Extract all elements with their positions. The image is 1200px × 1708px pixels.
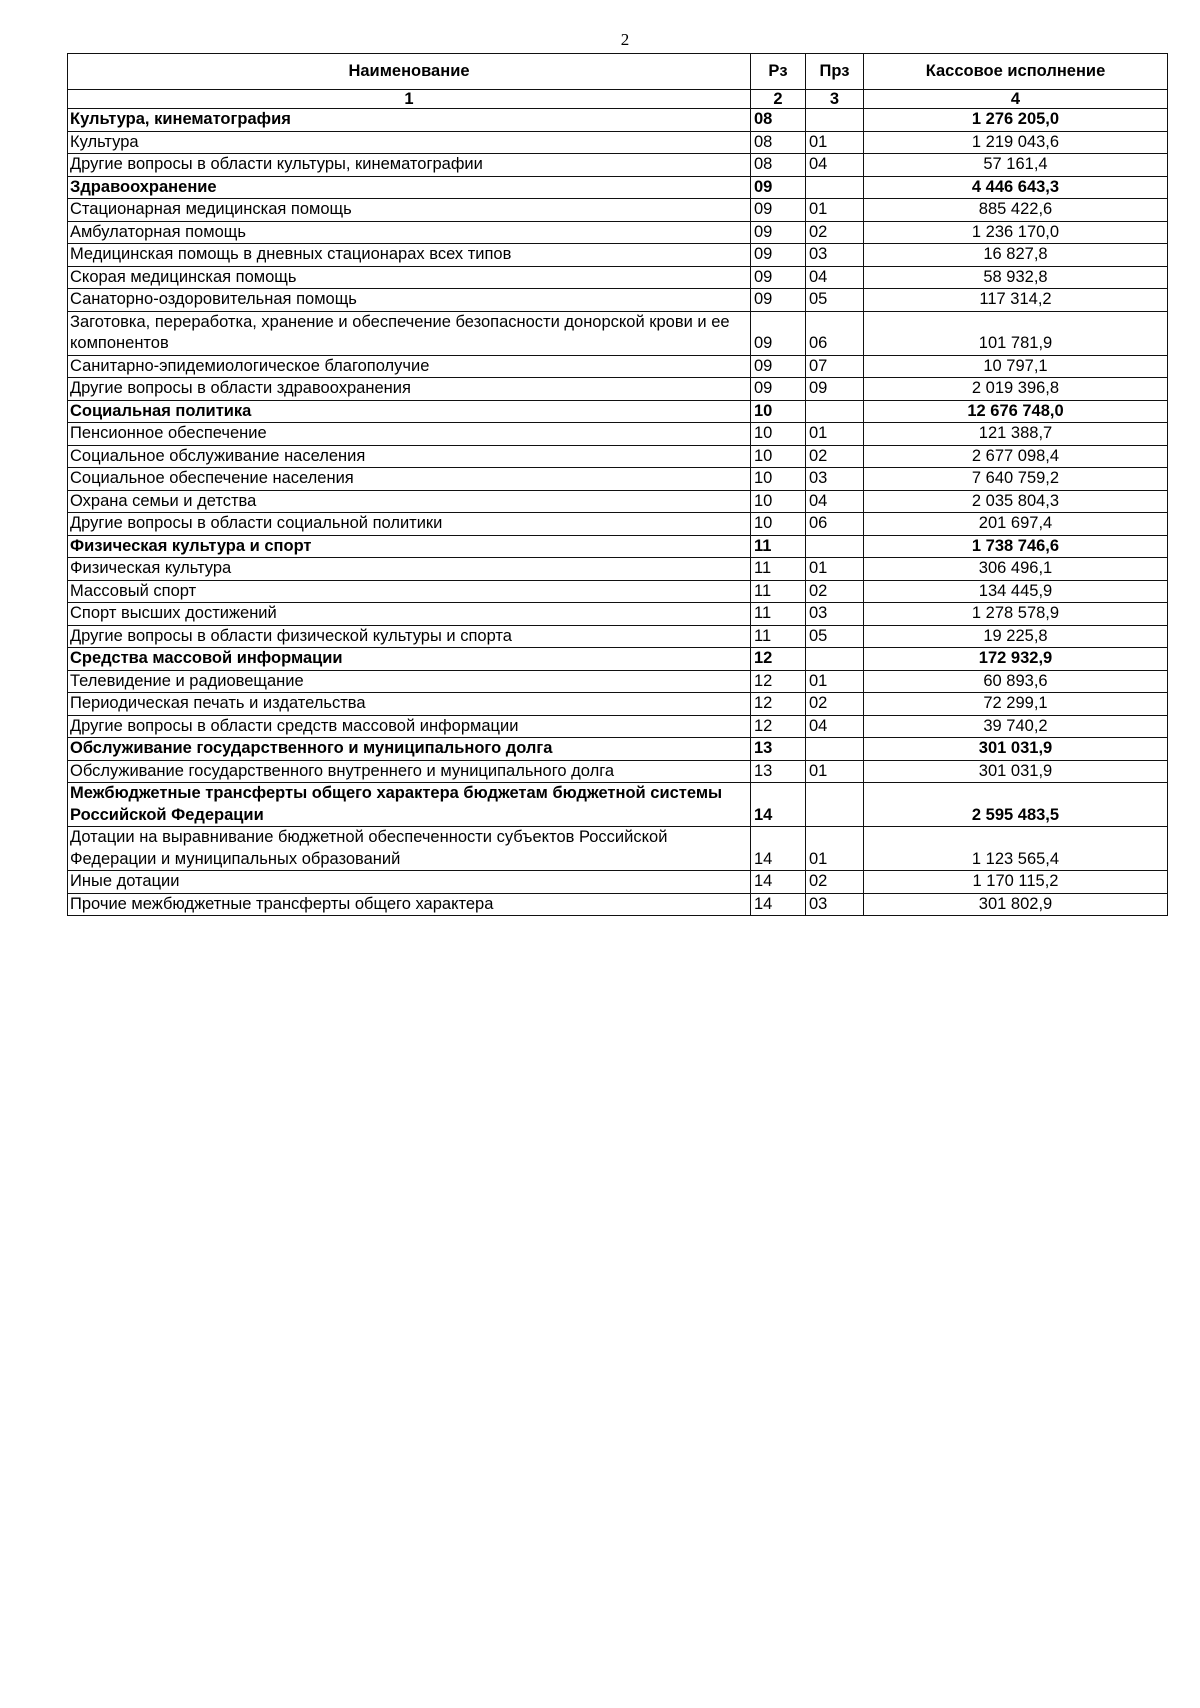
header-amount: Кассовое исполнение	[864, 54, 1168, 90]
row-amount-cell: 1 170 115,2	[864, 871, 1168, 894]
row-rz-cell: 13	[751, 760, 806, 783]
row-amount-cell: 121 388,7	[864, 423, 1168, 446]
row-amount-cell: 4 446 643,3	[864, 176, 1168, 199]
section-row	[68, 738, 1168, 761]
row-rz-cell: 09	[751, 244, 806, 267]
row-amount-cell: 1 276 205,0	[864, 109, 1168, 132]
row-rz-cell: 09	[751, 221, 806, 244]
row-prz-cell: 03	[806, 468, 864, 491]
row-prz-cell	[806, 738, 864, 761]
header-rz: Рз	[751, 54, 806, 90]
budget-execution-table	[67, 53, 1168, 916]
row-amount-cell: 1 219 043,6	[864, 131, 1168, 154]
row-amount-cell: 301 031,9	[864, 738, 1168, 761]
table-row	[68, 827, 1168, 871]
row-name-cell: Санитарно-эпидемиологическое благополучие	[68, 355, 751, 378]
row-rz-cell: 09	[751, 289, 806, 312]
row-rz-cell: 12	[751, 715, 806, 738]
row-amount-cell: 1 738 746,6	[864, 535, 1168, 558]
row-prz-cell: 07	[806, 355, 864, 378]
row-name-cell: Массовый спорт	[68, 580, 751, 603]
row-amount-cell: 2 595 483,5	[864, 783, 1168, 827]
row-rz-cell: 10	[751, 423, 806, 446]
row-prz-cell: 01	[806, 558, 864, 581]
section-row	[68, 176, 1168, 199]
row-amount-cell: 172 932,9	[864, 648, 1168, 671]
row-prz-cell	[806, 783, 864, 827]
row-prz-cell: 01	[806, 199, 864, 222]
row-name-cell: Дотации на выравнивание бюджетной обеспеченности субъектов Российской Федерации и муниципальных образований	[68, 827, 751, 871]
row-amount-cell: 7 640 759,2	[864, 468, 1168, 491]
row-amount-cell: 101 781,9	[864, 311, 1168, 355]
row-name-cell: Другие вопросы в области социальной политики	[68, 513, 751, 536]
row-amount-cell: 57 161,4	[864, 154, 1168, 177]
row-name-cell: Межбюджетные трансферты общего характера бюджетам бюджетной системы Российской Федерации	[68, 783, 751, 827]
row-amount-cell: 39 740,2	[864, 715, 1168, 738]
row-name-cell: Охрана семьи и детства	[68, 490, 751, 513]
row-rz-cell: 12	[751, 670, 806, 693]
row-name-cell: Другие вопросы в области физической культуры и спорта	[68, 625, 751, 648]
row-rz-cell: 09	[751, 176, 806, 199]
section-row	[68, 783, 1168, 827]
row-name-cell: Культура	[68, 131, 751, 154]
table-row	[68, 760, 1168, 783]
header-row	[68, 54, 1168, 90]
row-rz-cell: 10	[751, 400, 806, 423]
row-prz-cell: 02	[806, 693, 864, 716]
row-rz-cell: 14	[751, 783, 806, 827]
row-prz-cell: 01	[806, 670, 864, 693]
table-row	[68, 244, 1168, 267]
row-name-cell: Санаторно-оздоровительная помощь	[68, 289, 751, 312]
row-amount-cell: 201 697,4	[864, 513, 1168, 536]
row-prz-cell: 01	[806, 131, 864, 154]
table-row	[68, 558, 1168, 581]
row-name-cell: Стационарная медицинская помощь	[68, 199, 751, 222]
row-name-cell: Культура, кинематография	[68, 109, 751, 132]
table-row	[68, 154, 1168, 177]
row-rz-cell: 09	[751, 266, 806, 289]
row-amount-cell: 60 893,6	[864, 670, 1168, 693]
row-rz-cell: 11	[751, 558, 806, 581]
row-prz-cell	[806, 535, 864, 558]
row-name-cell: Заготовка, переработка, хранение и обеспечение безопасности донорской крови и ее компонентов	[68, 311, 751, 355]
row-prz-cell: 04	[806, 154, 864, 177]
row-amount-cell: 117 314,2	[864, 289, 1168, 312]
row-amount-cell: 16 827,8	[864, 244, 1168, 267]
table-row	[68, 289, 1168, 312]
row-name-cell: Иные дотации	[68, 871, 751, 894]
row-prz-cell: 03	[806, 603, 864, 626]
row-rz-cell: 11	[751, 580, 806, 603]
row-amount-cell: 2 677 098,4	[864, 445, 1168, 468]
row-name-cell: Обслуживание государственного и муниципального долга	[68, 738, 751, 761]
row-prz-cell: 03	[806, 244, 864, 267]
row-amount-cell: 1 278 578,9	[864, 603, 1168, 626]
row-amount-cell: 301 031,9	[864, 760, 1168, 783]
row-name-cell: Обслуживание государственного внутреннего и муниципального долга	[68, 760, 751, 783]
table-row	[68, 311, 1168, 355]
row-rz-cell: 10	[751, 468, 806, 491]
section-row	[68, 535, 1168, 558]
column-number: 2	[751, 90, 806, 109]
row-rz-cell: 09	[751, 378, 806, 401]
row-rz-cell: 09	[751, 355, 806, 378]
row-prz-cell: 01	[806, 423, 864, 446]
row-rz-cell: 10	[751, 513, 806, 536]
row-amount-cell: 1 123 565,4	[864, 827, 1168, 871]
row-amount-cell: 72 299,1	[864, 693, 1168, 716]
table-row	[68, 445, 1168, 468]
table-row	[68, 893, 1168, 916]
table-body	[68, 109, 1168, 916]
row-name-cell: Другие вопросы в области здравоохранения	[68, 378, 751, 401]
row-name-cell: Периодическая печать и издательства	[68, 693, 751, 716]
row-rz-cell: 11	[751, 625, 806, 648]
row-prz-cell: 02	[806, 871, 864, 894]
section-row	[68, 400, 1168, 423]
column-number-row	[68, 90, 1168, 109]
table-row	[68, 625, 1168, 648]
row-amount-cell: 134 445,9	[864, 580, 1168, 603]
table-row	[68, 423, 1168, 446]
row-rz-cell: 11	[751, 603, 806, 626]
table-row	[68, 131, 1168, 154]
table-row	[68, 670, 1168, 693]
row-amount-cell: 10 797,1	[864, 355, 1168, 378]
row-prz-cell	[806, 400, 864, 423]
row-prz-cell: 03	[806, 893, 864, 916]
row-prz-cell	[806, 109, 864, 132]
page-number: 2	[620, 30, 630, 49]
row-name-cell: Социальное обеспечение населения	[68, 468, 751, 491]
table-row	[68, 513, 1168, 536]
table-row	[68, 871, 1168, 894]
row-amount-cell: 2 019 396,8	[864, 378, 1168, 401]
row-prz-cell: 05	[806, 625, 864, 648]
row-prz-cell: 02	[806, 221, 864, 244]
row-prz-cell: 02	[806, 580, 864, 603]
table-row	[68, 221, 1168, 244]
row-prz-cell: 09	[806, 378, 864, 401]
row-rz-cell: 09	[751, 311, 806, 355]
row-rz-cell: 14	[751, 871, 806, 894]
header-prz: Прз	[806, 54, 864, 90]
row-prz-cell	[806, 648, 864, 671]
table-row	[68, 603, 1168, 626]
row-name-cell: Средства массовой информации	[68, 648, 751, 671]
row-rz-cell: 08	[751, 109, 806, 132]
row-name-cell: Телевидение и радиовещание	[68, 670, 751, 693]
table-row	[68, 580, 1168, 603]
row-rz-cell: 08	[751, 131, 806, 154]
row-prz-cell: 01	[806, 827, 864, 871]
row-amount-cell: 19 225,8	[864, 625, 1168, 648]
row-name-cell: Скорая медицинская помощь	[68, 266, 751, 289]
row-prz-cell: 04	[806, 266, 864, 289]
section-row	[68, 648, 1168, 671]
table-row	[68, 490, 1168, 513]
row-rz-cell: 10	[751, 445, 806, 468]
row-name-cell: Спорт высших достижений	[68, 603, 751, 626]
row-amount-cell: 12 676 748,0	[864, 400, 1168, 423]
row-amount-cell: 1 236 170,0	[864, 221, 1168, 244]
column-number: 1	[68, 90, 751, 109]
row-name-cell: Пенсионное обеспечение	[68, 423, 751, 446]
table-row	[68, 378, 1168, 401]
row-prz-cell: 04	[806, 490, 864, 513]
row-prz-cell: 06	[806, 311, 864, 355]
row-name-cell: Прочие межбюджетные трансферты общего характера	[68, 893, 751, 916]
row-prz-cell: 04	[806, 715, 864, 738]
header-name: Наименование	[68, 54, 751, 90]
row-rz-cell: 09	[751, 199, 806, 222]
row-name-cell: Здравоохранение	[68, 176, 751, 199]
row-prz-cell: 06	[806, 513, 864, 536]
row-name-cell: Физическая культура	[68, 558, 751, 581]
row-name-cell: Другие вопросы в области культуры, кинематографии	[68, 154, 751, 177]
table-row	[68, 468, 1168, 491]
row-rz-cell: 12	[751, 648, 806, 671]
table-row	[68, 266, 1168, 289]
row-prz-cell	[806, 176, 864, 199]
row-rz-cell: 12	[751, 693, 806, 716]
row-name-cell: Другие вопросы в области средств массовой информации	[68, 715, 751, 738]
section-row	[68, 109, 1168, 132]
row-rz-cell: 08	[751, 154, 806, 177]
row-name-cell: Медицинская помощь в дневных стационарах всех типов	[68, 244, 751, 267]
row-prz-cell: 02	[806, 445, 864, 468]
column-number: 4	[864, 90, 1168, 109]
row-amount-cell: 885 422,6	[864, 199, 1168, 222]
row-rz-cell: 11	[751, 535, 806, 558]
row-amount-cell: 301 802,9	[864, 893, 1168, 916]
row-name-cell: Социальное обслуживание населения	[68, 445, 751, 468]
row-amount-cell: 306 496,1	[864, 558, 1168, 581]
row-name-cell: Социальная политика	[68, 400, 751, 423]
row-prz-cell: 01	[806, 760, 864, 783]
row-name-cell: Физическая культура и спорт	[68, 535, 751, 558]
row-amount-cell: 2 035 804,3	[864, 490, 1168, 513]
table-row	[68, 693, 1168, 716]
row-rz-cell: 13	[751, 738, 806, 761]
table-row	[68, 199, 1168, 222]
row-name-cell: Амбулаторная помощь	[68, 221, 751, 244]
row-amount-cell: 58 932,8	[864, 266, 1168, 289]
table-row	[68, 715, 1168, 738]
row-prz-cell: 05	[806, 289, 864, 312]
column-number: 3	[806, 90, 864, 109]
table-row	[68, 355, 1168, 378]
row-rz-cell: 10	[751, 490, 806, 513]
row-rz-cell: 14	[751, 893, 806, 916]
row-rz-cell: 14	[751, 827, 806, 871]
